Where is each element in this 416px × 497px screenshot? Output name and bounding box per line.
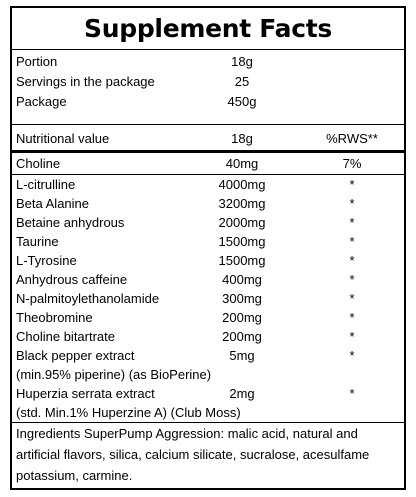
serving-value: 450g xyxy=(227,94,257,109)
serving-label: Package xyxy=(16,94,67,109)
ingredient-rws: * xyxy=(349,177,355,192)
ingredient-name: N-palmitoylethanolamide xyxy=(16,291,160,306)
ingredient-amount: 4000mg xyxy=(218,177,266,192)
ingredient-amount: 3200mg xyxy=(218,196,266,211)
ingredient-name: Anhydrous caffeine xyxy=(16,272,128,287)
serving-value: 18g xyxy=(231,54,253,69)
nutrient-name: Choline xyxy=(16,156,61,171)
serving-label: Servings in the package xyxy=(16,74,155,89)
ingredient-name: Huperzia serrata extract xyxy=(16,386,155,401)
ingredient-rws: * xyxy=(349,253,355,268)
header-amount: 18g xyxy=(231,131,253,146)
ingredient-name: L-Tyrosine xyxy=(16,253,77,268)
ingredients-text: Ingredients SuperPump Aggression: malic acid, natural and artificial flavors, silica, calcium silicate, sucralose, acesulfame potassium, carmine. xyxy=(16,426,370,483)
ingredient-rws: * xyxy=(349,234,355,249)
thick-divider xyxy=(12,150,404,153)
ingredient-name: Betaine anhydrous xyxy=(16,215,125,230)
ingredient-name: Taurine xyxy=(16,234,59,249)
supplement-facts-panel xyxy=(10,6,406,490)
ingredient-amount: 200mg xyxy=(222,310,262,325)
ingredient-name: Beta Alanine xyxy=(16,196,90,211)
panel-title: Supplement Facts xyxy=(84,14,332,43)
ingredient-rws: * xyxy=(349,310,355,325)
divider xyxy=(12,124,404,125)
ingredient-amount: 400mg xyxy=(222,272,262,287)
ingredient-rws: * xyxy=(349,215,355,230)
header-rws: %RWS** xyxy=(326,131,378,146)
ingredient-amount: 1500mg xyxy=(218,253,266,268)
ingredient-rws: * xyxy=(349,291,355,306)
header-label: Nutritional value xyxy=(16,131,110,146)
serving-value: 25 xyxy=(234,74,250,89)
ingredient-note: (min.95% piperine) (as BioPerine) xyxy=(16,367,212,382)
ingredient-amount: 1500mg xyxy=(218,234,266,249)
ingredient-amount: 2000mg xyxy=(218,215,266,230)
ingredient-name: Black pepper extract xyxy=(16,348,135,363)
ingredient-name: L-citrulline xyxy=(16,177,76,192)
ingredient-name: Choline bitartrate xyxy=(16,329,115,344)
ingredient-amount: 300mg xyxy=(222,291,262,306)
ingredient-note: (std. Min.1% Huperzine A) (Club Moss) xyxy=(16,405,241,420)
ingredient-name: Theobromine xyxy=(16,310,93,325)
ingredient-rws: * xyxy=(349,386,355,401)
ingredient-rws: * xyxy=(349,196,355,211)
ingredient-amount: 5mg xyxy=(229,348,255,363)
ingredient-amount: 200mg xyxy=(222,329,262,344)
divider xyxy=(12,49,404,50)
nutrient-amount: 40mg xyxy=(225,156,259,171)
ingredient-rws: * xyxy=(349,348,355,363)
ingredient-amount: 2mg xyxy=(229,386,255,401)
serving-label: Portion xyxy=(16,54,58,69)
ingredient-rws: * xyxy=(349,272,355,287)
ingredient-rws: * xyxy=(349,329,355,344)
nutrient-rws: 7% xyxy=(342,156,362,171)
